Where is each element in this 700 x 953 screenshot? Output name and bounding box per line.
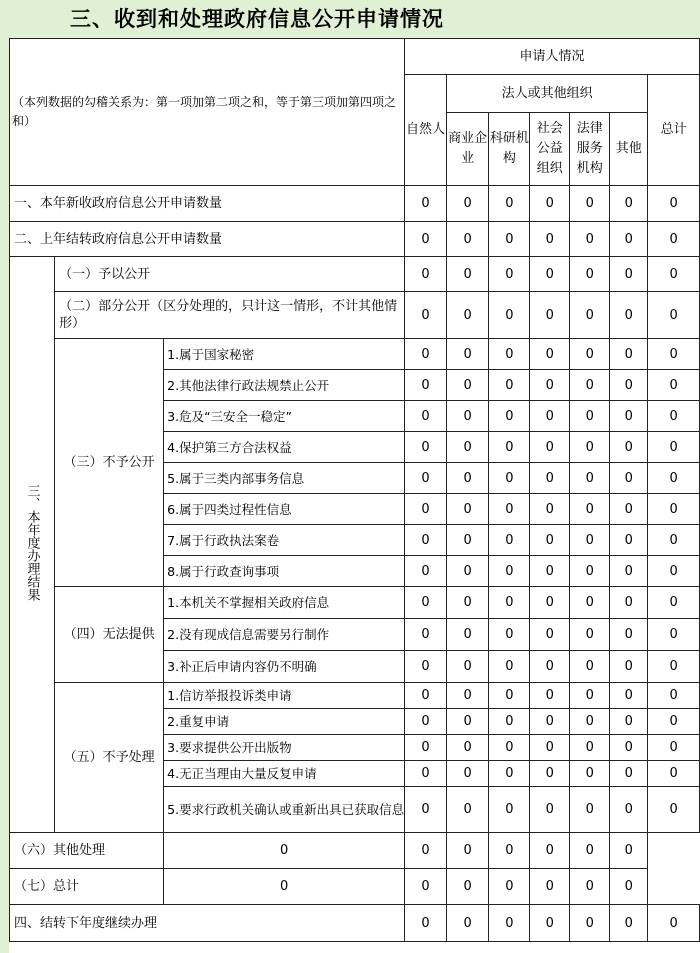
- disclosure-table: [9, 38, 700, 942]
- value-cell: 0: [489, 463, 530, 494]
- value-cell: 0: [446, 651, 489, 683]
- value-cell: 0: [446, 709, 489, 735]
- row-label: 二、上年结转政府信息公开申请数量: [10, 222, 405, 257]
- value-cell: 0: [610, 735, 648, 761]
- value-cell: 0: [610, 619, 648, 651]
- value-cell: 0: [489, 556, 530, 587]
- value-cell: 0: [570, 370, 610, 401]
- row-label: 四、结转下年度继续办理: [10, 905, 405, 942]
- value-cell: 0: [405, 651, 447, 683]
- value-cell: 0: [648, 186, 700, 222]
- value-cell: 0: [570, 257, 610, 292]
- value-cell: 0: [570, 651, 610, 683]
- value-cell: 0: [610, 257, 648, 292]
- value-cell: 0: [610, 432, 648, 463]
- value-cell: 0: [648, 619, 700, 651]
- table-row: [10, 222, 700, 257]
- value-cell: 0: [530, 709, 570, 735]
- value-cell: 0: [405, 761, 447, 787]
- value-cell: 0: [530, 761, 570, 787]
- value-cell: 0: [530, 683, 570, 709]
- row-label: 2.没有现成信息需要另行制作: [164, 619, 405, 651]
- value-cell: 0: [489, 833, 530, 869]
- value-cell: 0: [530, 370, 570, 401]
- value-cell: 0: [405, 905, 447, 942]
- value-cell: 0: [446, 494, 489, 525]
- value-cell: 0: [570, 761, 610, 787]
- value-cell: 0: [530, 869, 570, 905]
- col-legal-service: 法律服务机构: [570, 113, 610, 186]
- value-cell: 0: [570, 587, 610, 619]
- value-cell: 0: [610, 222, 648, 257]
- col-other: 其他: [610, 113, 648, 186]
- value-cell: 0: [446, 761, 489, 787]
- value-cell: 0: [530, 587, 570, 619]
- value-cell: 0: [570, 292, 610, 339]
- row-label: 2.其他法律行政法规禁止公开: [164, 370, 405, 401]
- table-row: [10, 292, 700, 339]
- row-label: 1.属于国家秘密: [164, 339, 405, 370]
- table-row: [10, 339, 700, 370]
- value-cell: 0: [648, 370, 700, 401]
- value-cell: 0: [648, 494, 700, 525]
- value-cell: 0: [570, 683, 610, 709]
- value-cell: 0: [530, 339, 570, 370]
- title-bar: [0, 0, 700, 38]
- value-cell: 0: [530, 651, 570, 683]
- value-cell: 0: [489, 869, 530, 905]
- value-cell: 0: [405, 587, 447, 619]
- value-cell: 0: [610, 651, 648, 683]
- table-row: [10, 683, 700, 709]
- value-cell: 0: [648, 432, 700, 463]
- value-cell: 0: [530, 525, 570, 556]
- value-cell: 0: [446, 292, 489, 339]
- col-natural-person: 自然人: [405, 75, 447, 186]
- value-cell: 0: [446, 401, 489, 432]
- value-cell: 0: [530, 432, 570, 463]
- row-label: 8.属于行政查询事项: [164, 556, 405, 587]
- value-cell: 0: [405, 186, 447, 222]
- value-cell: 0: [489, 432, 530, 463]
- value-cell: 0: [446, 257, 489, 292]
- header-legal-org: 法人或其他组织: [446, 75, 648, 113]
- value-cell: 0: [648, 463, 700, 494]
- value-cell: 0: [446, 339, 489, 370]
- value-cell: 0: [405, 339, 447, 370]
- value-cell: 0: [530, 833, 570, 869]
- header-note: （本列数据的勾稽关系为：第一项加第二项之和，等于第三项加第四项之和）: [10, 39, 405, 186]
- col-business: 商业企业: [446, 113, 489, 186]
- value-cell: 0: [489, 683, 530, 709]
- value-cell: 0: [489, 619, 530, 651]
- value-cell: 0: [570, 339, 610, 370]
- value-cell: 0: [648, 709, 700, 735]
- value-cell: 0: [489, 186, 530, 222]
- value-cell: 0: [446, 869, 489, 905]
- value-cell: 0: [570, 735, 610, 761]
- value-cell: 0: [446, 525, 489, 556]
- value-cell: 0: [446, 432, 489, 463]
- row-label: 5.属于三类内部事务信息: [164, 463, 405, 494]
- table-row: [10, 905, 700, 942]
- row-label: 3.补正后申请内容仍不明确: [164, 651, 405, 683]
- value-cell: 0: [610, 869, 648, 905]
- row-label: 3.危及“三安全一稳定”: [164, 401, 405, 432]
- value-cell: 0: [648, 683, 700, 709]
- value-cell: 0: [648, 222, 700, 257]
- value-cell: 0: [530, 905, 570, 942]
- col-public-welfare: 社会公益组织: [530, 113, 570, 186]
- value-cell: 0: [648, 525, 700, 556]
- row-label: 1.本机关不掌握相关政府信息: [164, 587, 405, 619]
- value-cell: 0: [405, 370, 447, 401]
- value-cell: 0: [446, 735, 489, 761]
- value-cell: 0: [446, 905, 489, 942]
- value-cell: 0: [405, 401, 447, 432]
- value-cell: 0: [446, 833, 489, 869]
- row-label: 3.要求提供公开出版物: [164, 735, 405, 761]
- value-cell: 0: [446, 619, 489, 651]
- value-cell: 0: [405, 525, 447, 556]
- value-cell: 0: [405, 494, 447, 525]
- value-cell: 0: [489, 735, 530, 761]
- value-cell: 0: [489, 292, 530, 339]
- row-label: 7.属于行政执法案卷: [164, 525, 405, 556]
- page-title: 三、收到和处理政府信息公开申请情况: [70, 7, 444, 31]
- table-row: [10, 833, 700, 869]
- value-cell: 0: [648, 787, 700, 833]
- value-cell: 0: [648, 292, 700, 339]
- value-cell: 0: [610, 186, 648, 222]
- section-3-label: 三、本年度办理结果: [10, 257, 55, 833]
- value-cell: 0: [489, 709, 530, 735]
- table-row: [10, 869, 700, 905]
- value-cell: 0: [405, 869, 447, 905]
- value-cell: 0: [405, 432, 447, 463]
- value-cell: 0: [570, 619, 610, 651]
- value-cell: 0: [570, 525, 610, 556]
- value-cell: 0: [648, 401, 700, 432]
- value-cell: 0: [570, 787, 610, 833]
- value-cell: 0: [446, 683, 489, 709]
- value-cell: 0: [610, 494, 648, 525]
- value-cell: 0: [489, 787, 530, 833]
- value-cell: 0: [489, 525, 530, 556]
- value-cell: 0: [610, 833, 648, 869]
- value-cell: 0: [405, 683, 447, 709]
- value-cell: 0: [530, 222, 570, 257]
- value-cell: 0: [489, 905, 530, 942]
- value-cell: 0: [530, 463, 570, 494]
- value-cell: 0: [610, 905, 648, 942]
- left-margin: [0, 38, 9, 953]
- value-cell: 0: [489, 339, 530, 370]
- value-cell: 0: [610, 587, 648, 619]
- value-cell: 0: [570, 222, 610, 257]
- value-cell: 0: [648, 735, 700, 761]
- value-cell: 0: [530, 292, 570, 339]
- value-cell: 0: [648, 905, 700, 942]
- value-cell: 0: [610, 463, 648, 494]
- group-label: （三）不予公开: [55, 339, 164, 587]
- value-cell: 0: [405, 292, 447, 339]
- value-cell: 0: [530, 619, 570, 651]
- row-label: 一、本年新收政府信息公开申请数量: [10, 186, 405, 222]
- value-cell: 0: [648, 339, 700, 370]
- value-cell: 0: [570, 905, 610, 942]
- value-cell: 0: [570, 432, 610, 463]
- value-cell: 0: [405, 463, 447, 494]
- value-cell: 0: [405, 735, 447, 761]
- value-cell: 0: [648, 556, 700, 587]
- table-row: [10, 587, 700, 619]
- value-cell: 0: [610, 709, 648, 735]
- value-cell: 0: [446, 556, 489, 587]
- value-cell: 0: [648, 761, 700, 787]
- value-cell: 0: [489, 494, 530, 525]
- table-row: [10, 257, 700, 292]
- value-cell: 0: [570, 401, 610, 432]
- value-cell: 0: [610, 787, 648, 833]
- value-cell: 0: [489, 222, 530, 257]
- value-cell: 0: [405, 787, 447, 833]
- value-cell: 0: [489, 401, 530, 432]
- col-research: 科研机构: [489, 113, 530, 186]
- table-row: [10, 186, 700, 222]
- value-cell: 0: [530, 494, 570, 525]
- value-cell: 0: [530, 401, 570, 432]
- value-cell: 0: [530, 556, 570, 587]
- value-cell: 0: [405, 556, 447, 587]
- value-cell: 0: [489, 761, 530, 787]
- value-cell: 0: [446, 186, 489, 222]
- row-label: 5.要求行政机关确认或重新出具已获取信息: [164, 787, 405, 833]
- value-cell: 0: [446, 587, 489, 619]
- value-cell: 0: [405, 222, 447, 257]
- value-cell: 0: [530, 735, 570, 761]
- value-cell: 0: [489, 257, 530, 292]
- value-cell: 0: [570, 869, 610, 905]
- value-cell: 0: [446, 463, 489, 494]
- value-cell: 0: [446, 787, 489, 833]
- value-cell: 0: [405, 257, 447, 292]
- group-label: （五）不予处理: [55, 683, 164, 833]
- row-label: 4.无正当理由大量反复申请: [164, 761, 405, 787]
- value-cell: 0: [648, 587, 700, 619]
- value-cell: 0: [610, 683, 648, 709]
- value-cell: 0: [648, 651, 700, 683]
- value-cell: 0: [610, 292, 648, 339]
- row-label: 6.属于四类过程性信息: [164, 494, 405, 525]
- value-cell: 0: [164, 833, 405, 869]
- header-applicant: 申请人情况: [405, 39, 700, 75]
- row-label: 4.保护第三方合法权益: [164, 432, 405, 463]
- col-total: 总计: [648, 75, 700, 186]
- row-label: 2.重复申请: [164, 709, 405, 735]
- row-label: （一）予以公开: [55, 257, 405, 292]
- row-label: （七）总计: [10, 869, 164, 905]
- value-cell: 0: [405, 833, 447, 869]
- value-cell: 0: [405, 619, 447, 651]
- value-cell: 0: [610, 525, 648, 556]
- value-cell: 0: [446, 370, 489, 401]
- value-cell: 0: [530, 186, 570, 222]
- value-cell: 0: [164, 869, 405, 905]
- value-cell: 0: [489, 651, 530, 683]
- value-cell: 0: [405, 709, 447, 735]
- group-label: （四）无法提供: [55, 587, 164, 683]
- value-cell: 0: [610, 556, 648, 587]
- value-cell: 0: [530, 787, 570, 833]
- value-cell: 0: [530, 257, 570, 292]
- value-cell: 0: [570, 186, 610, 222]
- value-cell: 0: [570, 556, 610, 587]
- value-cell: 0: [489, 370, 530, 401]
- value-cell: 0: [446, 222, 489, 257]
- row-label: 1.信访举报投诉类申请: [164, 683, 405, 709]
- value-cell: 0: [570, 833, 610, 869]
- value-cell: 0: [570, 463, 610, 494]
- value-cell: 0: [610, 370, 648, 401]
- value-cell: 0: [648, 257, 700, 292]
- row-label: （六）其他处理: [10, 833, 164, 869]
- row-label: （二）部分公开（区分处理的，只计这一情形，不计其他情形）: [55, 292, 405, 339]
- value-cell: 0: [489, 587, 530, 619]
- value-cell: 0: [610, 339, 648, 370]
- value-cell: 0: [610, 401, 648, 432]
- value-cell: 0: [610, 761, 648, 787]
- value-cell: 0: [570, 494, 610, 525]
- value-cell: 0: [570, 709, 610, 735]
